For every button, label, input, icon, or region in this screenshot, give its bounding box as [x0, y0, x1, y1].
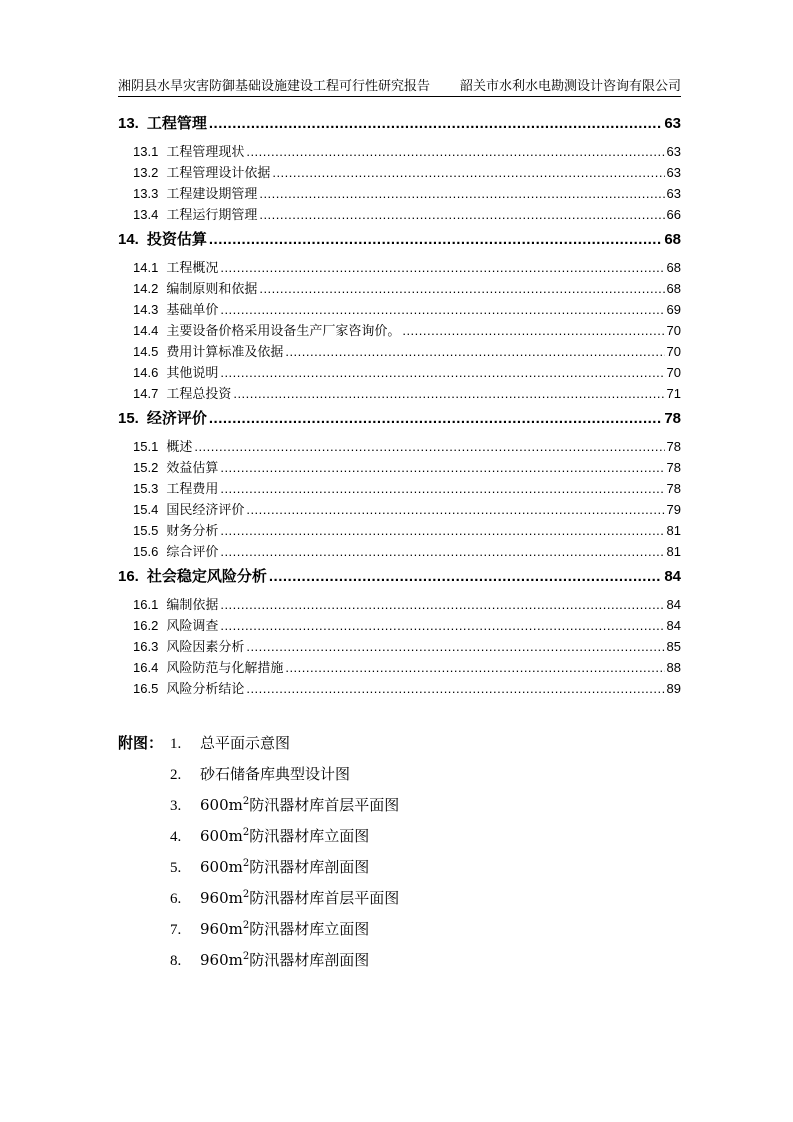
appendix-item	[118, 732, 399, 763]
appendix-item	[118, 794, 399, 825]
toc-section-number: 14.4	[133, 323, 159, 338]
toc-section-title: 效益估算	[166, 461, 219, 476]
toc-chapter-title: 投资估算	[146, 230, 207, 248]
toc-section-number: 14.5	[133, 344, 159, 359]
toc-page-number: 89	[666, 681, 681, 696]
toc-section-title: 概述	[166, 440, 193, 455]
toc-chapter-entry[interactable]	[118, 228, 681, 250]
toc-section-entry[interactable]	[118, 436, 681, 457]
toc-page-number: 63	[666, 186, 681, 201]
toc-section-title: 风险防范与化解措施	[166, 661, 284, 676]
toc-leader-dots	[209, 410, 662, 427]
toc-section-title: 财务分析	[166, 524, 219, 539]
toc-section-number: 14.1	[133, 260, 159, 275]
toc-section-entry[interactable]	[118, 341, 681, 362]
toc-section-number: 16.5	[133, 681, 159, 696]
toc-section-number: 14.6	[133, 365, 159, 380]
appendix-item-area: 600m	[200, 858, 243, 876]
toc-section-entry[interactable]	[118, 636, 681, 657]
appendix-item-index: 1.	[170, 736, 182, 752]
toc-section-title: 工程概况	[166, 261, 219, 276]
appendix-heading: 附图：	[118, 734, 164, 752]
toc-section-entry[interactable]	[118, 457, 681, 478]
toc-page-number: 88	[666, 660, 681, 675]
toc-section-entry[interactable]	[118, 657, 681, 678]
toc-leader-dots	[220, 365, 664, 380]
toc-section-entry[interactable]	[118, 615, 681, 636]
toc-leader-dots	[233, 386, 664, 401]
appendix-item-title: 防汛器材库剖面图	[249, 951, 370, 969]
toc-leader-dots	[246, 144, 664, 159]
toc-page-number: 71	[666, 386, 681, 401]
appendix-item-index: 7.	[170, 922, 182, 938]
toc-section-number: 15.1	[133, 439, 159, 454]
toc-page-number: 79	[666, 502, 681, 517]
toc-page-number: 70	[666, 365, 681, 380]
toc-page-number: 78	[666, 460, 681, 475]
header-report-title: 湘阴县水旱灾害防御基础设施建设工程可行性研究报告	[118, 79, 431, 94]
toc-leader-dots	[209, 115, 662, 132]
appendix-item-area: 960m	[200, 951, 243, 969]
appendix-item-index: 2.	[170, 767, 182, 783]
appendix-item	[118, 763, 399, 794]
appendix-item-title: 防汛器材库立面图	[249, 920, 370, 938]
toc-section-number: 16.3	[133, 639, 159, 654]
toc-section-number: 15.2	[133, 460, 159, 475]
appendix-item-superscript: 2	[242, 796, 250, 807]
toc-leader-dots	[272, 165, 664, 180]
toc-section-entry[interactable]	[118, 278, 681, 299]
toc-leader-dots	[246, 681, 664, 696]
toc-chapter-number: 15.	[118, 410, 139, 427]
toc-section-title: 工程费用	[166, 482, 219, 497]
toc-section-number: 15.5	[133, 523, 159, 538]
appendix-item-area: 960m	[200, 920, 243, 938]
toc-section-title: 工程建设期管理	[166, 187, 258, 202]
toc-section-number: 16.4	[133, 660, 159, 675]
toc-leader-dots	[220, 481, 664, 496]
toc-section-title: 编制依据	[166, 598, 219, 613]
toc-section-number: 13.1	[133, 144, 159, 159]
toc-section-entry[interactable]	[118, 299, 681, 320]
toc-leader-dots	[259, 186, 664, 201]
toc-page-number: 70	[666, 323, 681, 338]
toc-section-number: 16.1	[133, 597, 159, 612]
appendix-item-superscript: 2	[242, 889, 250, 900]
header-company-name: 韶关市水利水电勘测设计咨询有限公司	[459, 79, 681, 94]
toc-leader-dots	[220, 544, 664, 559]
toc-section-entry[interactable]	[118, 141, 681, 162]
toc-section-number: 15.4	[133, 502, 159, 517]
toc-leader-dots	[220, 260, 664, 275]
toc-chapter-number: 16.	[118, 568, 139, 585]
appendix-item	[118, 918, 399, 949]
toc-section-entry[interactable]	[118, 257, 681, 278]
toc-page-number: 81	[666, 544, 681, 559]
toc-section-entry[interactable]	[118, 320, 681, 341]
toc-page-number: 63	[666, 165, 681, 180]
appendix-item-index: 5.	[170, 860, 182, 876]
toc-section-number: 16.2	[133, 618, 159, 633]
toc-chapter-title: 工程管理	[146, 114, 207, 132]
toc-leader-dots	[402, 323, 664, 338]
appendix-item	[118, 949, 399, 980]
toc-page-number: 68	[666, 260, 681, 275]
toc-section-title: 综合评价	[166, 545, 219, 560]
appendix-item	[118, 856, 399, 887]
toc-page-number: 78	[664, 410, 681, 427]
toc-chapter-entry[interactable]	[118, 565, 681, 587]
page-header	[118, 72, 681, 97]
toc-section-entry[interactable]	[118, 499, 681, 520]
toc-leader-dots	[269, 568, 662, 585]
toc-section-title: 工程运行期管理	[166, 208, 258, 223]
toc-section-title: 主要设备价格采用设备生产厂家咨询价。	[166, 324, 401, 339]
toc-leader-dots	[209, 231, 662, 248]
appendix-item-title: 砂石储备库典型设计图	[200, 765, 351, 783]
toc-section-entry[interactable]	[118, 383, 681, 404]
toc-section-title: 编制原则和依据	[166, 282, 258, 297]
table-of-contents	[118, 112, 681, 702]
toc-section-number: 13.3	[133, 186, 159, 201]
toc-page-number: 66	[666, 207, 681, 222]
toc-section-entry[interactable]	[118, 594, 681, 615]
appendix-item-title: 总平面示意图	[200, 734, 291, 752]
toc-page-number: 63	[666, 144, 681, 159]
toc-section-entry[interactable]	[118, 204, 681, 225]
appendix-figure-list	[118, 732, 399, 980]
toc-section-entry[interactable]	[118, 541, 681, 562]
toc-section-entry[interactable]	[118, 183, 681, 204]
toc-section-entry[interactable]	[118, 678, 681, 699]
toc-chapter-number: 14.	[118, 231, 139, 248]
appendix-item-superscript: 2	[242, 920, 250, 931]
toc-leader-dots	[259, 207, 664, 222]
toc-section-entry[interactable]	[118, 362, 681, 383]
toc-leader-dots	[220, 523, 664, 538]
appendix-item-title: 防汛器材库剖面图	[249, 858, 370, 876]
toc-section-title: 费用计算标准及依据	[166, 345, 284, 360]
toc-section-entry[interactable]	[118, 478, 681, 499]
toc-section-title: 国民经济评价	[166, 503, 245, 518]
toc-page-number: 78	[666, 481, 681, 496]
toc-section-entry[interactable]	[118, 162, 681, 183]
appendix-item-title: 防汛器材库首层平面图	[249, 796, 400, 814]
toc-section-title: 基础单价	[166, 303, 219, 318]
toc-page-number: 85	[666, 639, 681, 654]
appendix-item-index: 8.	[170, 953, 182, 969]
toc-chapter-entry[interactable]	[118, 112, 681, 134]
toc-chapter-title: 经济评价	[146, 409, 207, 427]
toc-leader-dots	[246, 639, 664, 654]
toc-section-title: 风险分析结论	[166, 682, 245, 697]
toc-page-number: 68	[664, 231, 681, 248]
toc-leader-dots	[285, 660, 664, 675]
toc-page-number: 68	[666, 281, 681, 296]
toc-chapter-number: 13.	[118, 115, 139, 132]
toc-section-title: 工程总投资	[166, 387, 232, 402]
toc-leader-dots	[194, 439, 664, 454]
toc-leader-dots	[259, 281, 664, 296]
toc-leader-dots	[220, 597, 664, 612]
appendix-item-area: 960m	[200, 889, 243, 907]
toc-leader-dots	[285, 344, 664, 359]
toc-page-number: 69	[666, 302, 681, 317]
toc-page-number: 70	[666, 344, 681, 359]
appendix-item-superscript: 2	[242, 827, 250, 838]
appendix-item-index: 6.	[170, 891, 182, 907]
toc-page-number: 78	[666, 439, 681, 454]
toc-section-title: 工程管理设计依据	[166, 166, 271, 181]
toc-section-title: 其他说明	[166, 366, 219, 381]
toc-section-number: 14.7	[133, 386, 159, 401]
toc-section-number: 14.2	[133, 281, 159, 296]
toc-section-title: 工程管理现状	[166, 145, 245, 160]
appendix-item	[118, 825, 399, 856]
toc-page-number: 84	[664, 568, 681, 585]
toc-section-number: 15.6	[133, 544, 159, 559]
appendix-item-title: 防汛器材库首层平面图	[249, 889, 400, 907]
toc-page-number: 84	[666, 597, 681, 612]
appendix-item-area: 600m	[200, 827, 243, 845]
toc-section-title: 风险因素分析	[166, 640, 245, 655]
appendix-item	[118, 887, 399, 918]
appendix-item-superscript: 2	[242, 858, 250, 869]
toc-section-number: 13.2	[133, 165, 159, 180]
toc-leader-dots	[246, 502, 664, 517]
toc-section-number: 15.3	[133, 481, 159, 496]
toc-section-title: 风险调查	[166, 619, 219, 634]
toc-page-number: 81	[666, 523, 681, 538]
toc-section-number: 13.4	[133, 207, 159, 222]
toc-section-entry[interactable]	[118, 520, 681, 541]
toc-page-number: 84	[666, 618, 681, 633]
appendix-item-index: 3.	[170, 798, 182, 814]
appendix-item-title: 防汛器材库立面图	[249, 827, 370, 845]
toc-leader-dots	[220, 302, 664, 317]
appendix-item-index: 4.	[170, 829, 182, 845]
toc-leader-dots	[220, 460, 664, 475]
toc-chapter-title: 社会稳定风险分析	[146, 567, 267, 585]
appendix-item-superscript: 2	[242, 951, 250, 962]
toc-page-number: 63	[664, 115, 681, 132]
appendix-item-area: 600m	[200, 796, 243, 814]
toc-section-number: 14.3	[133, 302, 159, 317]
toc-leader-dots	[220, 618, 664, 633]
toc-chapter-entry[interactable]	[118, 407, 681, 429]
